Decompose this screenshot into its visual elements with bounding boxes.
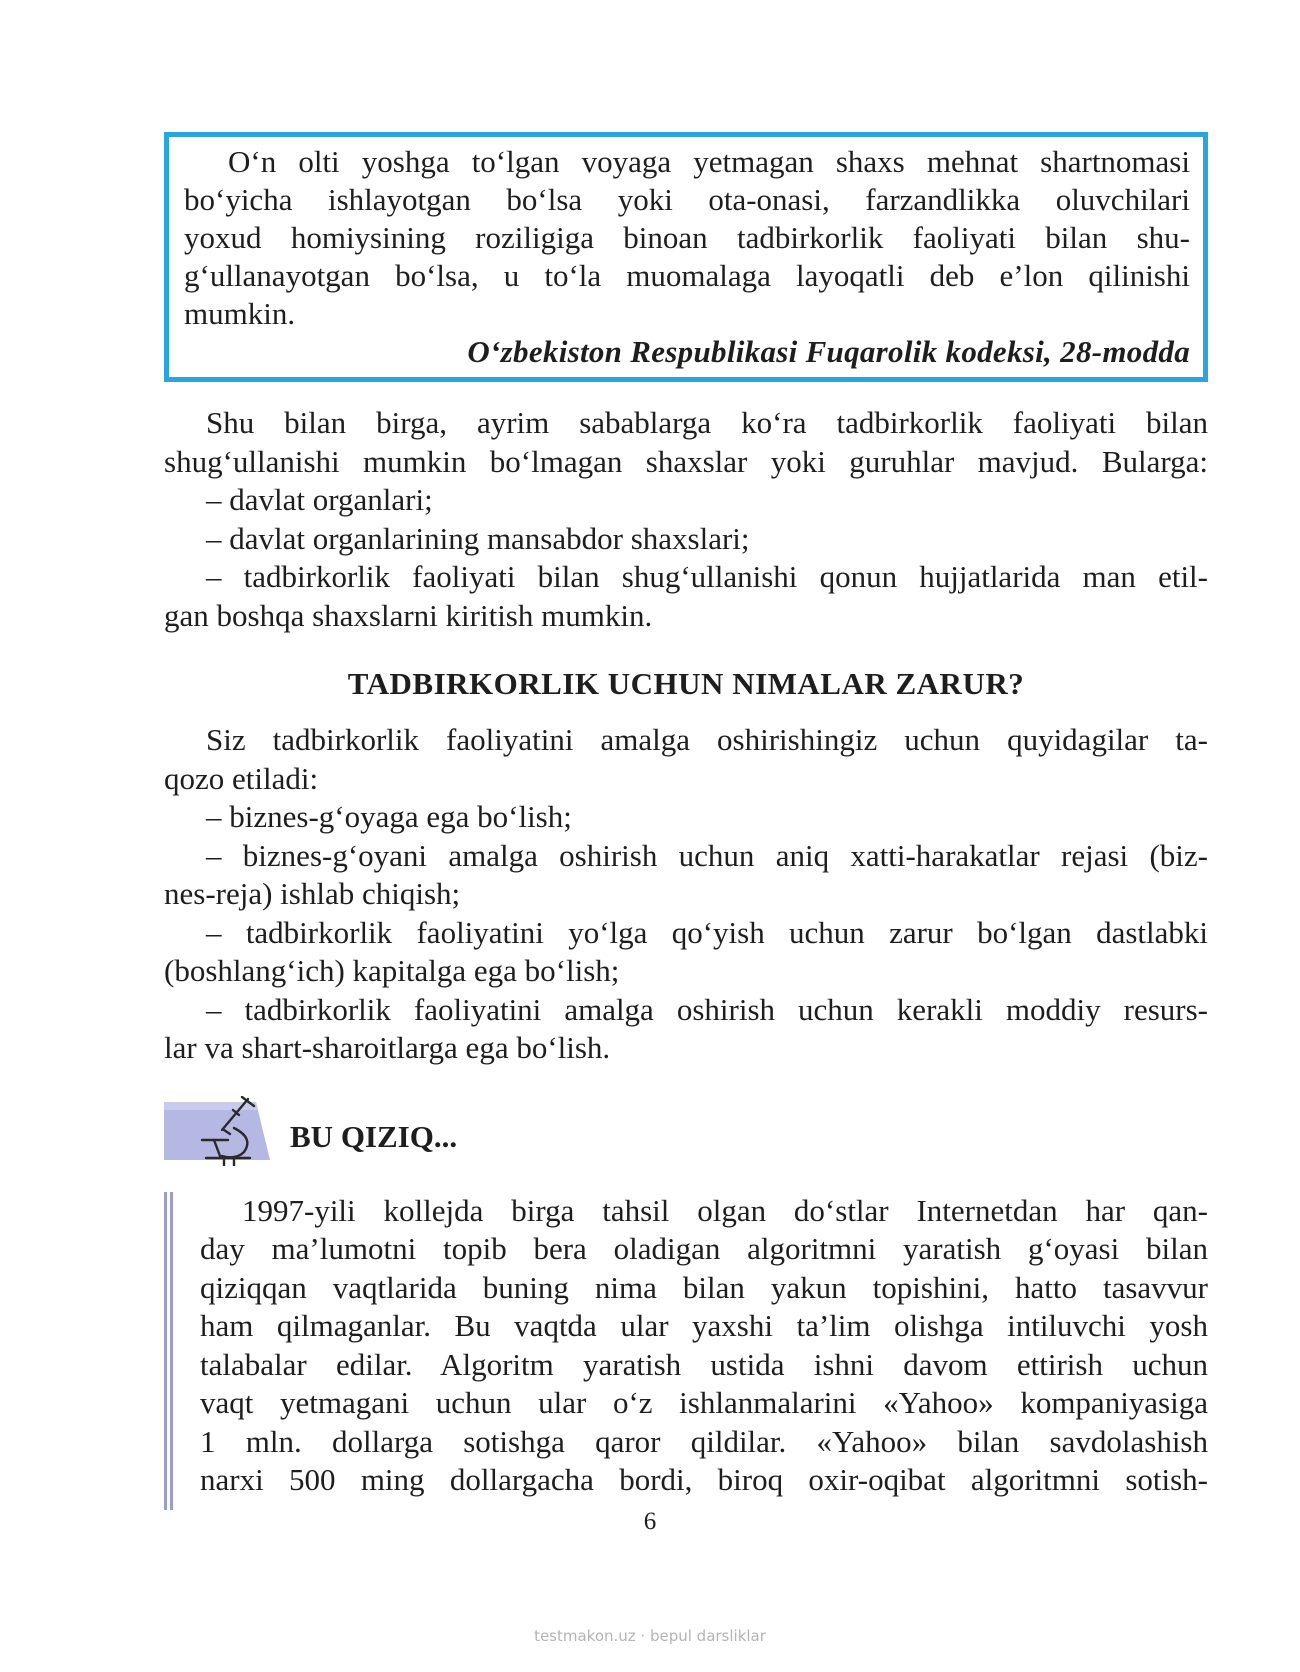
double-bar-marker: [164, 1192, 174, 1510]
restrictions-paragraph: [164, 404, 1208, 635]
list-item: – tadbirkorlik faoliyatini yo‘lga qo‘yish uchun zarur bo‘lgan dastlabki: [206, 914, 1208, 950]
list-item: – tadbirkorlik faoliyatini amalga oshirish uchun kerakli moddiy resurs-: [206, 991, 1208, 1027]
interest-title: BU QIZIQ...: [290, 1118, 458, 1154]
text-line: shug‘ullanishi mumkin bo‘lmagan shaxslar yoki guruhlar mavjud. Bularga:: [164, 443, 1208, 479]
text-line: 1997-yili kollejda birga tahsil olgan do‘stlar Internetdan har qan-: [242, 1192, 1208, 1228]
text-line: day ma’lumotni topib bera oladigan algoritmni yaratish g‘oyasi bilan: [200, 1231, 1208, 1266]
quote-line: g‘ullanayotgan bo‘lsa, u to‘la muomalaga layoqatli deb e’lon qilinishi: [184, 258, 1190, 293]
bar-line: [170, 1192, 173, 1510]
list-item-continuation: (boshlang‘ich) kapitalga ega bo‘lish;: [164, 953, 620, 988]
law-quote-box: [164, 132, 1208, 382]
quote-line: bo‘yicha ishlayotgan bo‘lsa yoki ota-onasi, farzandlikka oluvchilari: [184, 182, 1190, 217]
list-item-continuation: lar va shart-sharoitlarga ega bo‘lish.: [164, 1030, 611, 1065]
microscope-icon: [164, 1096, 270, 1166]
text-line: vaqt yetmagani uchun ular o‘z ishlanmalarini «Yahoo» kompaniyasiga: [200, 1385, 1208, 1420]
bar-line: [164, 1192, 167, 1510]
list-item-continuation: gan boshqa shaxslarni kiritish mumkin.: [164, 597, 653, 633]
text-line: 1 mln. dollarga sotishga qaror qildilar. «Yahoo» bilan savdolashish: [200, 1423, 1208, 1459]
list-item: – tadbirkorlik faoliyati bilan shug‘ullanishi qonun hujjatlarida man etil-: [206, 559, 1208, 594]
interest-paragraph: [164, 1192, 1208, 1500]
quote-line: mumkin.: [184, 296, 296, 331]
quote-line: O‘n olti yoshga to‘lgan voyaga yetmagan shaxs mehnat shartnomasi: [228, 144, 1190, 179]
requirements-paragraph: [164, 721, 1208, 1068]
quote-source: O‘zbekiston Respublikasi Fuqarolik kodeksi, 28-modda: [467, 334, 1190, 369]
text-line: Shu bilan birga, ayrim sabablarga ko‘ra tadbirkorlik faoliyati bilan: [206, 405, 1208, 440]
list-item-continuation: nes-reja) ishlab chiqish;: [164, 876, 461, 911]
text-line: ham qilmaganlar. Bu vaqtda ular yaxshi ta’lim olishga intiluvchi yosh: [200, 1308, 1208, 1343]
list-item: – biznes-g‘oyani amalga oshirish uchun aniq xatti-harakatlar rejasi (biz-: [206, 837, 1208, 873]
text-line: qiziqqan vaqtlarida buning nima bilan yakun topishini, hatto tasavvur: [200, 1269, 1208, 1305]
page-content: [164, 132, 1208, 1500]
interest-header: [164, 1096, 1208, 1176]
text-line: qozo etiladi:: [164, 760, 319, 796]
quote-line: yoxud homiysining roziligiga binoan tadbirkorlik faoliyati bilan shu-: [184, 220, 1190, 255]
text-line: narxi 500 ming dollargacha bordi, biroq oxir-oqibat algoritmni sotish-: [200, 1462, 1208, 1497]
list-item: – davlat organlari;: [206, 482, 433, 517]
section-heading: TADBIRKORLIK UCHUN NIMALAR ZARUR?: [347, 666, 1025, 701]
list-item: – biznes-g‘oyaga ega bo‘lish;: [206, 799, 572, 834]
list-item: – davlat organlarining mansabdor shaxslari;: [206, 520, 750, 556]
text-line: talabalar edilar. Algoritm yaratish ustida ishni davom ettirish uchun: [200, 1346, 1208, 1382]
page-number: 6: [643, 1508, 657, 1535]
watermark: testmakon.uz · bepul darsliklar: [534, 1627, 766, 1645]
text-line: Siz tadbirkorlik faoliyatini amalga oshirishingiz uchun quyidagilar ta-: [206, 722, 1208, 757]
